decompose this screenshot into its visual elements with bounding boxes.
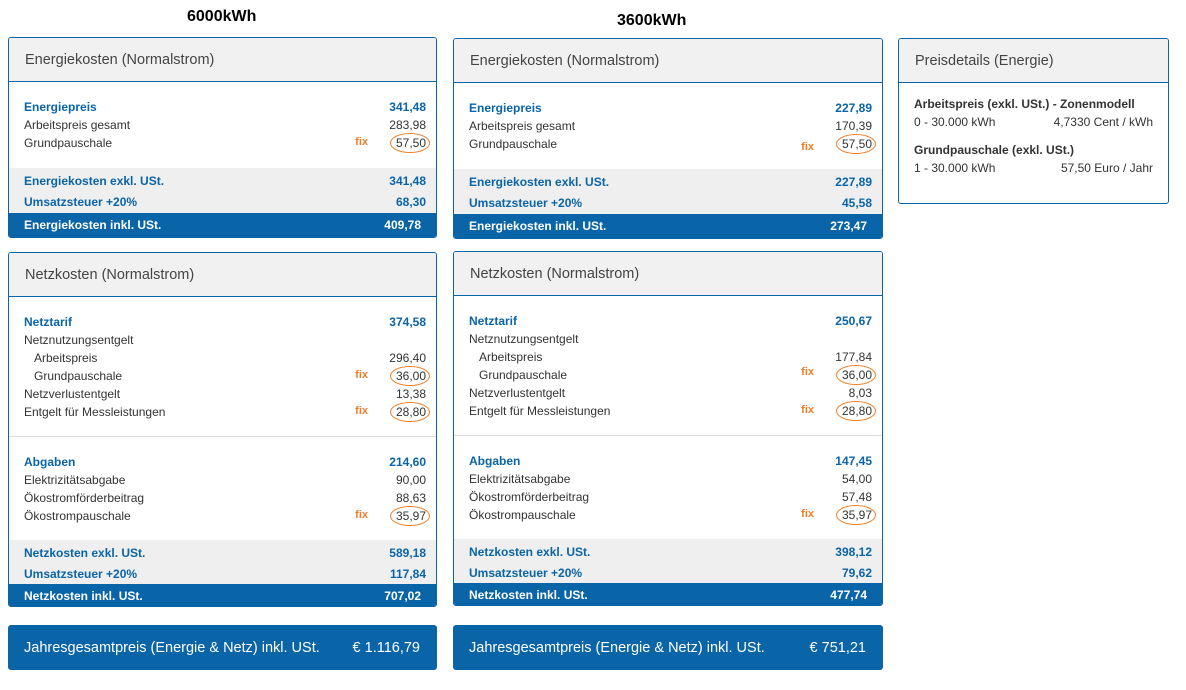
annual-total-banner bbox=[453, 625, 883, 670]
energy-excl-row bbox=[469, 171, 872, 192]
row-label: Netztarif bbox=[469, 314, 518, 328]
netzverlust-row bbox=[469, 384, 872, 402]
row-label: Netzverlustentgelt bbox=[24, 387, 121, 401]
row-label: Umsatzsteuer +20% bbox=[469, 565, 583, 580]
energy-cost-card bbox=[8, 37, 437, 238]
row-value: 273,47 bbox=[830, 219, 867, 233]
row-label: Netznutzungsentgelt bbox=[469, 332, 579, 346]
row-label: Netzverlustentgelt bbox=[469, 386, 566, 400]
annual-total-banner bbox=[8, 625, 437, 670]
row-label: Grundpauschale bbox=[479, 368, 568, 382]
messleistung-row bbox=[24, 403, 426, 421]
row-value: 250,67 bbox=[835, 314, 872, 328]
energy-excl-row bbox=[24, 170, 426, 191]
row-label: Energiekosten inkl. USt. bbox=[469, 219, 607, 233]
row-label: Umsatzsteuer +20% bbox=[24, 566, 138, 581]
row-value: 227,89 bbox=[835, 101, 872, 115]
row-value: 283,98 bbox=[389, 118, 426, 132]
energy-price-row bbox=[469, 99, 872, 117]
row-label: Energiepreis bbox=[24, 100, 97, 114]
annual-total-label: Jahresgesamtpreis (Energie & Netz) inkl. USt. bbox=[24, 639, 320, 656]
oekostrompauschale-row bbox=[24, 507, 426, 525]
row-label: Abgaben bbox=[24, 455, 76, 469]
card-title: Energiekosten (Normalstrom) bbox=[9, 38, 436, 82]
row-value: 28,80 bbox=[395, 405, 426, 419]
arbeitspreis-row bbox=[24, 116, 426, 134]
row-label: Grundpauschale bbox=[34, 369, 123, 383]
grundpauschale-row bbox=[469, 135, 872, 153]
row-label: Entgelt für Messleistungen bbox=[24, 405, 166, 419]
net-excl-row bbox=[469, 541, 872, 562]
netznutzung-row bbox=[24, 331, 426, 349]
row-label: Arbeitspreis gesamt bbox=[24, 118, 131, 132]
elektrizitaet-row bbox=[469, 470, 872, 488]
net-vat-row bbox=[469, 562, 872, 583]
row-label: Grundpauschale bbox=[24, 136, 113, 150]
row-value: 57,48 bbox=[841, 490, 872, 504]
netznutzung-row bbox=[469, 330, 872, 348]
row-value: 296,40 bbox=[389, 351, 426, 365]
row-value: 477,74 bbox=[830, 588, 867, 602]
card-title: Netzkosten (Normalstrom) bbox=[454, 252, 882, 296]
arbeitspreis-row bbox=[469, 348, 872, 366]
row-value: 68,30 bbox=[395, 194, 426, 209]
grundpauschale-zone-row bbox=[914, 161, 1153, 179]
net-excl-row bbox=[24, 542, 426, 563]
row-label: Arbeitspreis gesamt bbox=[469, 119, 576, 133]
row-label: Ökostrompauschale bbox=[24, 509, 131, 523]
energy-incl-row bbox=[9, 213, 436, 237]
fix-annotation: fix bbox=[355, 509, 368, 521]
row-label: Elektrizitätsabgabe bbox=[24, 473, 126, 487]
network-cost-card bbox=[453, 251, 883, 606]
row-value: 707,02 bbox=[384, 589, 421, 603]
arbeitspreis-row bbox=[469, 117, 872, 135]
row-value: 36,00 bbox=[395, 369, 426, 383]
row-label: Energiekosten inkl. USt. bbox=[24, 218, 162, 232]
row-label: Netznutzungsentgelt bbox=[24, 333, 134, 347]
fix-annotation: fix bbox=[801, 508, 814, 520]
price-details-card bbox=[898, 38, 1169, 204]
abgaben-row bbox=[469, 452, 872, 470]
row-value: 117,84 bbox=[389, 566, 426, 581]
energy-vat-row bbox=[24, 191, 426, 212]
grundpauschale-title: Grundpauschale (exkl. USt.) bbox=[914, 143, 1075, 157]
netztarif-row bbox=[469, 312, 872, 330]
row-value: 341,48 bbox=[389, 100, 426, 114]
fix-annotation: fix bbox=[801, 366, 814, 378]
row-value: 8,03 bbox=[848, 386, 872, 400]
row-value: 36,00 bbox=[841, 368, 872, 382]
row-label: Energiekosten exkl. USt. bbox=[24, 173, 165, 188]
energy-price-row bbox=[24, 98, 426, 116]
network-cost-card bbox=[8, 252, 437, 607]
row-label: Arbeitspreis bbox=[34, 351, 98, 365]
row-value: 13,38 bbox=[395, 387, 426, 401]
row-value: 88,63 bbox=[395, 491, 426, 505]
oekostromfoerder-row bbox=[24, 489, 426, 507]
row-label: Grundpauschale bbox=[469, 137, 558, 151]
net-vat-row bbox=[24, 563, 426, 584]
column-heading-3600: 3600kWh bbox=[617, 12, 687, 29]
row-value: 398,12 bbox=[835, 544, 872, 559]
row-value: 227,89 bbox=[835, 174, 872, 189]
row-value: 54,00 bbox=[841, 472, 872, 486]
row-label: Ökostromförderbeitrag bbox=[469, 490, 590, 504]
energy-incl-row bbox=[454, 214, 882, 238]
row-value: 79,62 bbox=[841, 565, 872, 580]
annual-total-value: € 1.116,79 bbox=[352, 639, 420, 656]
row-value: 57,50 bbox=[841, 137, 872, 151]
row-value: 409,78 bbox=[384, 218, 421, 232]
row-value: 28,80 bbox=[841, 404, 872, 418]
row-value: 341,48 bbox=[389, 173, 426, 188]
net-incl-row bbox=[454, 583, 882, 606]
row-label: Energiekosten exkl. USt. bbox=[469, 174, 610, 189]
net-incl-row bbox=[9, 584, 436, 607]
row-value: 45,58 bbox=[841, 195, 872, 210]
row-label: Umsatzsteuer +20% bbox=[469, 195, 583, 210]
fix-annotation: fix bbox=[355, 405, 368, 417]
zone-range: 1 - 30.000 kWh bbox=[914, 161, 996, 175]
zone-price: 4,7330 Cent / kWh bbox=[1053, 115, 1153, 129]
arbeitspreis-title: Arbeitspreis (exkl. USt.) - Zonenmodell bbox=[914, 97, 1135, 111]
zone-range: 0 - 30.000 kWh bbox=[914, 115, 996, 129]
card-title: Preisdetails (Energie) bbox=[899, 39, 1168, 83]
row-value: 147,45 bbox=[835, 454, 872, 468]
row-value: 177,84 bbox=[835, 350, 872, 364]
card-title: Energiekosten (Normalstrom) bbox=[454, 39, 882, 83]
row-label: Netzkosten inkl. USt. bbox=[469, 588, 588, 602]
fix-annotation: fix bbox=[801, 141, 814, 153]
column-heading-6000: 6000kWh bbox=[187, 8, 257, 25]
row-label: Netzkosten inkl. USt. bbox=[24, 589, 143, 603]
row-label: Arbeitspreis bbox=[479, 350, 543, 364]
oekostrompauschale-row bbox=[469, 506, 872, 524]
row-label: Ökostromförderbeitrag bbox=[24, 491, 145, 505]
row-label: Umsatzsteuer +20% bbox=[24, 194, 138, 209]
row-value: 35,97 bbox=[395, 509, 426, 523]
fix-annotation: fix bbox=[355, 369, 368, 381]
row-label: Energiepreis bbox=[469, 101, 542, 115]
row-label: Netzkosten exkl. USt. bbox=[469, 544, 591, 559]
row-label: Abgaben bbox=[469, 454, 521, 468]
arbeitspreis-zone-row bbox=[914, 115, 1153, 133]
oekostromfoerder-row bbox=[469, 488, 872, 506]
row-value: 90,00 bbox=[395, 473, 426, 487]
netzverlust-row bbox=[24, 385, 426, 403]
grundpauschale-row bbox=[469, 366, 872, 384]
fix-annotation: fix bbox=[355, 136, 368, 148]
netztarif-row bbox=[24, 313, 426, 331]
grundpauschale-row bbox=[24, 134, 426, 152]
grundpauschale-row bbox=[24, 367, 426, 385]
row-label: Ökostrompauschale bbox=[469, 508, 576, 522]
annual-total-value: € 751,21 bbox=[809, 639, 866, 656]
row-value: 35,97 bbox=[841, 508, 872, 522]
row-label: Entgelt für Messleistungen bbox=[469, 404, 611, 418]
messleistung-row bbox=[469, 402, 872, 420]
row-label: Netzkosten exkl. USt. bbox=[24, 545, 146, 560]
row-label: Netztarif bbox=[24, 315, 73, 329]
row-value: 170,39 bbox=[835, 119, 872, 133]
fix-annotation: fix bbox=[801, 404, 814, 416]
energy-vat-row bbox=[469, 192, 872, 213]
abgaben-row bbox=[24, 453, 426, 471]
row-value: 374,58 bbox=[389, 315, 426, 329]
row-label: Elektrizitätsabgabe bbox=[469, 472, 571, 486]
energy-cost-card bbox=[453, 38, 883, 239]
row-value: 214,60 bbox=[389, 455, 426, 469]
annual-total-label: Jahresgesamtpreis (Energie & Netz) inkl. USt. bbox=[469, 639, 765, 656]
arbeitspreis-row bbox=[24, 349, 426, 367]
row-value: 589,18 bbox=[389, 545, 426, 560]
card-title: Netzkosten (Normalstrom) bbox=[9, 253, 436, 297]
elektrizitaet-row bbox=[24, 471, 426, 489]
zone-price: 57,50 Euro / Jahr bbox=[1060, 161, 1153, 175]
row-value: 57,50 bbox=[395, 136, 426, 150]
